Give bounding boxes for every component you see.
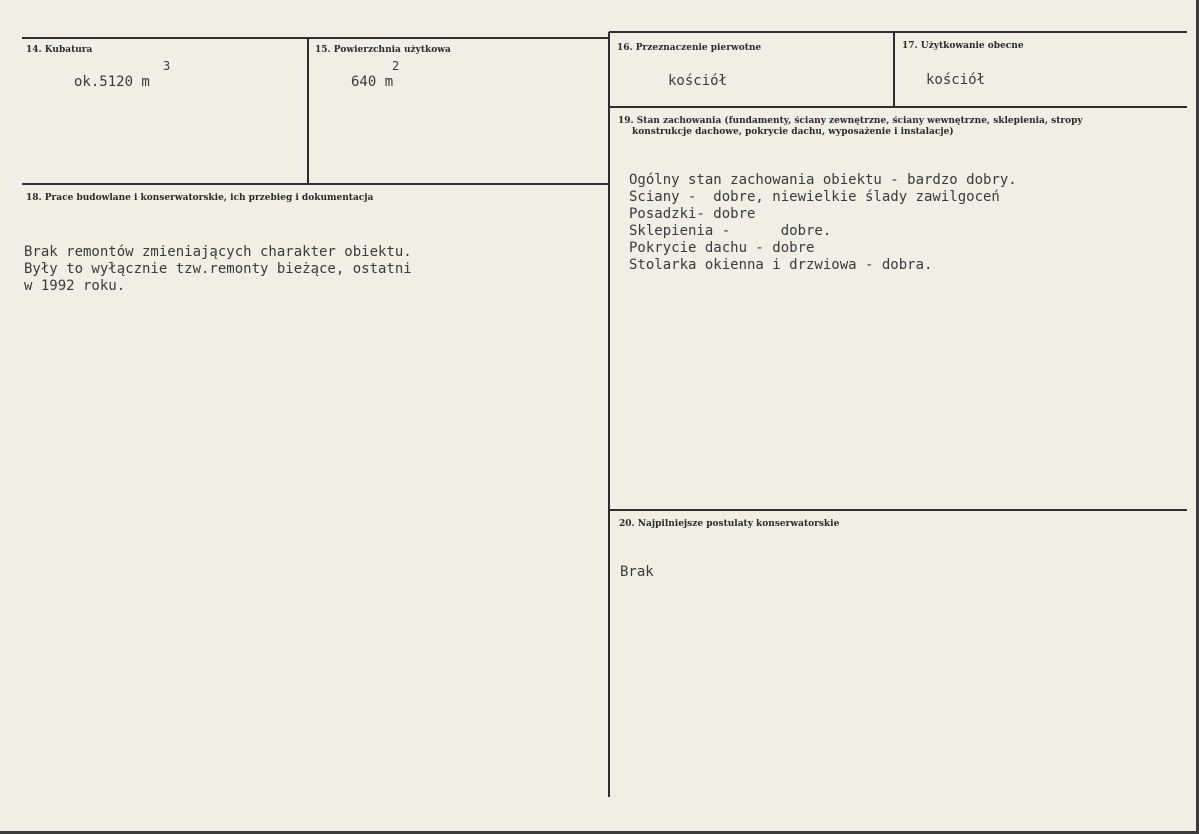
field-17-value: kościół (926, 72, 986, 88)
field-18-line-3: w 1992 roku. (24, 278, 126, 294)
field-16-label: 16. Przeznaczenie pierwotne (617, 43, 762, 53)
top-rule-left (22, 37, 609, 39)
rule-above-18 (22, 183, 609, 185)
field-17-label: 17. Użytkowanie obecne (902, 41, 1024, 51)
field-19-line-2: Sciany - dobre, niewielkie ślady zawilgoceń (629, 189, 1000, 205)
field-18-label: 18. Prace budowlane i konserwatorskie, ich przebieg i dokumentacja (26, 193, 374, 203)
field-19-line-1: Ogólny stan zachowania obiektu - bardzo dobry. (629, 172, 1017, 188)
rule-above-19 (609, 106, 1187, 108)
field-19-label-line2: konstrukcje dachowe, pokrycie dachu, wyposażenie i instalacje) (632, 127, 954, 137)
field-19-line-4: Sklepienia - dobre. (629, 223, 832, 239)
rule-above-20 (609, 509, 1187, 511)
field-14-label: 14. Kubatura (26, 45, 93, 55)
field-20-label: 20. Najpilniejsze postulaty konserwatorskie (619, 519, 840, 529)
divider-16-17 (893, 32, 895, 106)
top-rule-right (609, 31, 1187, 33)
field-19-line-3: Posadzki- dobre (629, 206, 756, 222)
field-15-exponent: 2 (392, 59, 400, 73)
field-15-value: 640 m (351, 74, 394, 90)
divider-14-15 (307, 38, 309, 184)
field-15-label: 15. Powierzchnia użytkowa (315, 45, 451, 55)
field-14-exponent: 3 (163, 59, 171, 73)
field-16-value: kościół (668, 73, 728, 89)
main-vertical-divider (608, 32, 610, 797)
field-14-value: ok.5120 m (74, 74, 150, 90)
field-20-value: Brak (620, 564, 654, 580)
field-18-line-2: Były to wyłącznie tzw.remonty bieżące, ostatni (24, 261, 412, 277)
field-19-line-6: Stolarka okienna i drzwiowa - dobra. (629, 257, 933, 273)
field-18-line-1: Brak remontów zmieniających charakter obiektu. (24, 244, 412, 260)
field-19-label-line1: 19. Stan zachowania (fundamenty, ściany zewnętrzne, ściany wewnętrzne, sklepienia, stropy (618, 116, 1083, 126)
field-19-line-5: Pokrycie dachu - dobre (629, 240, 815, 256)
